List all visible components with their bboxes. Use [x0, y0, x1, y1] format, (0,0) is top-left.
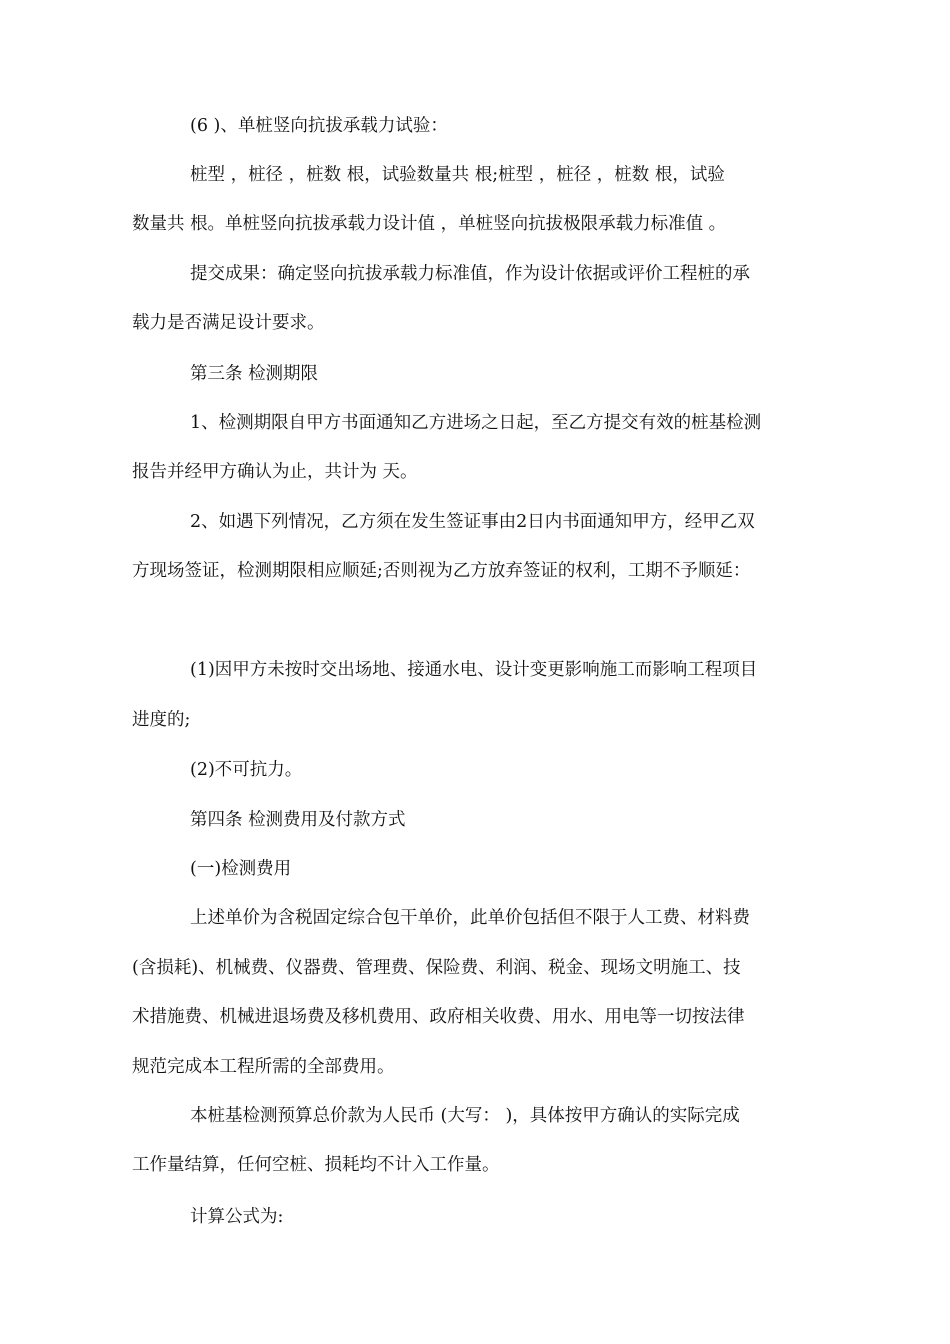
- paragraph-line: 桩型 ，桩径 ，桩数 根，试验数量共 根;桩型 ，桩径 ，桩数 根，试验: [190, 165, 725, 185]
- list-item: (1)因甲方未按时交出场地、接通水电、设计变更影响施工而影响工程项目: [190, 660, 758, 680]
- list-item: (2)不可抗力。: [190, 760, 303, 780]
- paragraph-line: 2、如遇下列情况，乙方须在发生签证事由2日内书面通知甲方，经甲乙双: [190, 512, 755, 532]
- section-heading: (一)检测费用: [190, 859, 292, 879]
- paragraph-line: 计算公式为:: [190, 1207, 284, 1227]
- paragraph-line: (含损耗)、机械费、仪器费、管理费、保险费、利润、税金、现场文明施工、技: [132, 958, 741, 978]
- paragraph-line: 规范完成本工程所需的全部费用。: [132, 1057, 395, 1077]
- paragraph-line: 本桩基检测预算总价款为人民币 (大写： )，具体按甲方确认的实际完成: [190, 1106, 740, 1126]
- paragraph-line: 报告并经甲方确认为止，共计为 天。: [132, 462, 418, 482]
- paragraph-line: 上述单价为含税固定综合包干单价，此单价包括但不限于人工费、材料费: [190, 908, 750, 928]
- article-3-heading: 第三条 检测期限: [190, 364, 319, 384]
- paragraph-line: 工作量结算，任何空桩、损耗均不计入工作量。: [132, 1155, 500, 1175]
- paragraph-line: 方现场签证，检测期限相应顺延;否则视为乙方放弃签证的权利，工期不予顺延：: [132, 561, 751, 581]
- article-4-heading: 第四条 检测费用及付款方式: [190, 810, 406, 830]
- clause-6-heading: (6 )、单桩竖向抗拔承载力试验：: [190, 116, 448, 136]
- paragraph-line: 术措施费、机械进退场费及移机费用、政府相关收费、用水、用电等一切按法律: [132, 1007, 745, 1027]
- paragraph-line: 进度的;: [132, 710, 191, 730]
- paragraph-line: 载力是否满足设计要求。: [132, 313, 325, 333]
- paragraph-line: 1、检测期限自甲方书面通知乙方进场之日起，至乙方提交有效的桩基检测: [190, 413, 762, 433]
- paragraph-line: 提交成果：确定竖向抗拔承载力标准值，作为设计依据或评价工程桩的承: [190, 264, 750, 284]
- paragraph-line: 数量共 根。单桩竖向抗拔承载力设计值 ，单桩竖向抗拔极限承载力标准值 。: [132, 214, 727, 234]
